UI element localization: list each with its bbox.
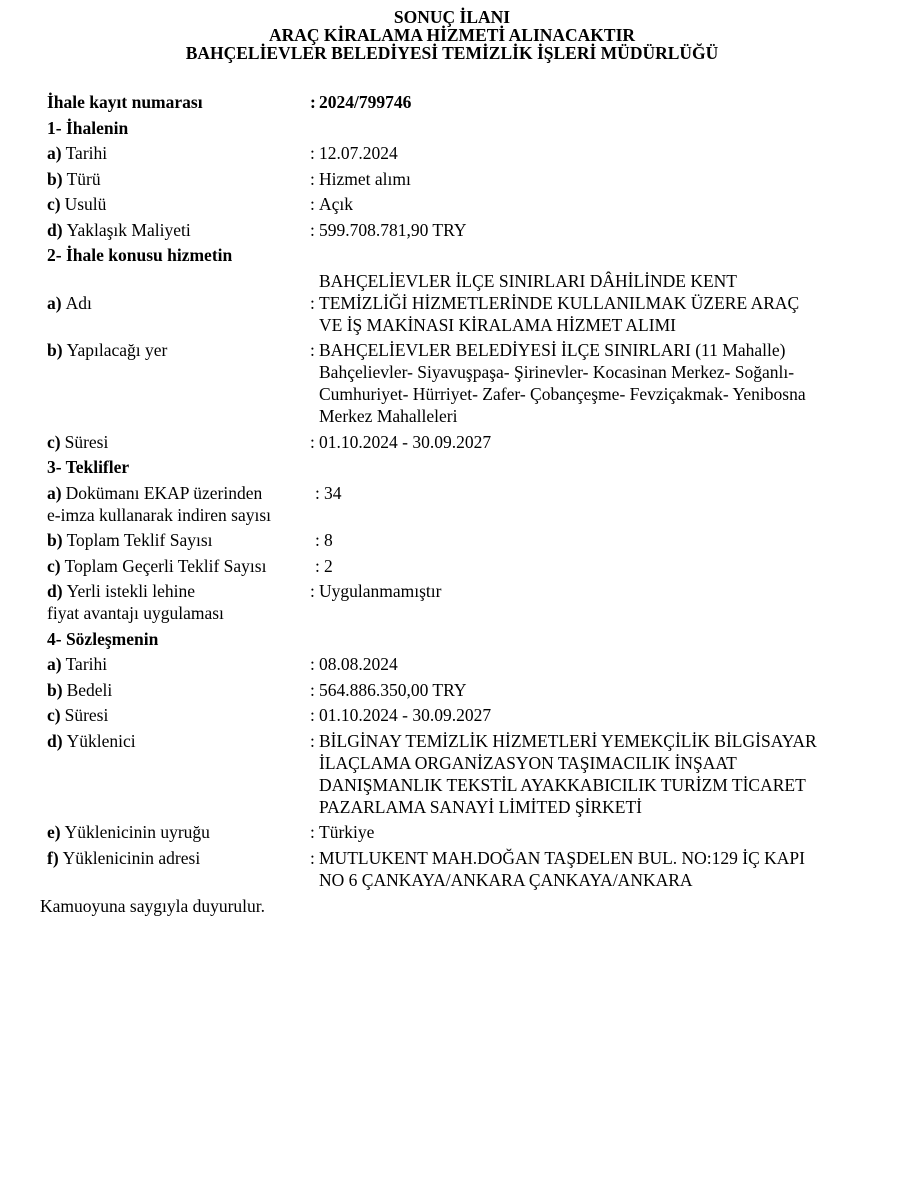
closing-line: Kamuoyuna saygıyla duyurulur. [40,895,266,916]
field-label-text: Yaklaşık Maliyeti [66,219,191,240]
field-value-line [315,555,876,577]
field-label [47,219,310,241]
field-label-prefix: f) [47,847,59,868]
field-value [310,168,876,190]
field-label-line [47,555,310,577]
field-value-text: 08.08.2024 [319,654,398,674]
field-value-line [310,653,876,675]
field-value-line [310,752,876,774]
colon-separator: : [315,482,320,503]
field-label-text: Tarihi [65,143,108,163]
field-label-line [47,653,310,675]
field-label-line [47,168,310,190]
field-label [47,339,310,361]
section-heading: 4- Sözleşmenin [47,628,159,649]
section-heading: 2- İhale konusu hizmetin [47,245,233,265]
field-label-prefix: b) [47,679,63,700]
field-value-line [310,383,876,405]
field-label-text: Toplam Teklif Sayısı [66,530,213,550]
field-label [47,431,310,453]
field-value [310,821,876,843]
field-value-line [310,405,876,427]
field-label-line [47,847,310,869]
field-value-text: DANIŞMANLIK TEKSTİL AYAKKABICILIK TURİZM TİCARET [319,774,806,795]
field-value [310,679,876,701]
field-value-text: 8 [324,530,333,550]
colon-separator: : [310,292,315,313]
field-value [310,847,876,891]
field-value-line [310,704,876,726]
colon-separator: : [310,143,315,163]
field-value-text: Türkiye [319,822,375,842]
field-label-line [47,339,310,361]
colon-separator: : [310,194,315,214]
field-label-line [47,219,310,241]
colon-separator: : [310,168,315,189]
colon-separator: : [310,822,315,842]
field-label-line [47,292,310,314]
colon-separator: : [310,705,315,725]
field-value-line [310,431,876,453]
field-label-line [47,821,310,843]
field-value-line [310,774,876,796]
field-value-text: 34 [324,482,342,503]
field-value [310,270,876,336]
field-label-text: fiyat avantajı uygulaması [47,603,224,623]
field-value-line [315,529,876,551]
field-value-line [310,142,876,164]
field-value-text: 01.10.2024 - 30.09.2027 [319,705,492,725]
field-value-line [310,91,876,113]
field-value [310,555,876,577]
field-value-line [310,821,876,843]
field-value-line [310,292,876,314]
field-row [47,847,876,891]
field-label-prefix: c) [47,194,61,214]
field-label [47,847,310,869]
field-label-line [47,730,310,752]
field-label-line [47,529,310,551]
field-label [47,193,310,215]
field-label-prefix: d) [47,219,63,240]
field-label-prefix: a) [47,654,62,674]
field-row [47,529,876,551]
field-label [47,270,310,314]
colon-separator: : [315,530,320,550]
document-body [47,91,876,891]
field-row [47,193,876,215]
field-label-text: Adı [65,292,92,313]
field-label [47,555,310,577]
field-label-text: Yapılacağı yer [66,340,168,360]
field-label-prefix: d) [47,581,63,601]
field-value-line [310,730,876,752]
field-value [310,482,876,504]
field-label-line [47,504,310,526]
field-row [47,730,876,818]
title-line-2: ARAÇ KİRALAMA HİZMETİ ALINACAKTIR [268,25,636,45]
field-label [47,653,310,675]
field-label-text: Yüklenicinin adresi [62,847,201,868]
field-label-line [47,142,310,164]
field-value-line [310,361,876,383]
field-label-line [47,602,310,624]
field-label-prefix: a) [47,292,62,313]
field-value-text: Merkez Mahalleleri [319,406,458,426]
colon-separator: : [310,219,315,240]
field-value [310,219,876,241]
field-value [310,142,876,164]
field-label-text: Türü [66,168,101,189]
field-label-prefix: c) [47,705,61,725]
field-value-line [310,193,876,215]
field-value-line [310,339,876,361]
field-value [310,704,876,726]
field-value-text: Bahçelievler- Siyavuşpaşa- Şirinevler- Kocasinan Merkez- Soğanlı- [319,362,795,382]
field-value-text: BAHÇELİEVLER İLÇE SINIRLARI DÂHİLİNDE KENT [319,270,737,291]
field-label [47,529,310,551]
field-value-text: Hizmet alımı [319,168,411,189]
field-value-text: Uygulanmamıştır [319,581,442,601]
field-label-line [47,580,310,602]
field-label [47,168,310,190]
field-label [47,482,310,526]
field-label-prefix: c) [47,555,61,576]
field-value-text: 2024/799746 [319,92,412,112]
field-value-text: Cumhuriyet- Hürriyet- Zafer- Çobançeşme- Fevziçakmak- Yenibosna [319,384,806,404]
field-value-text: 599.708.781,90 TRY [319,219,467,240]
colon-separator: : [310,730,315,751]
field-row [47,91,876,113]
field-label-text: Dokümanı EKAP üzerinden [65,482,263,503]
field-value-text: BAHÇELİEVLER BELEDİYESİ İLÇE SINIRLARI (11 Mahalle) [319,340,786,360]
field-label-prefix: e) [47,822,61,842]
field-row [47,339,876,427]
field-label [47,142,310,164]
field-value-line [310,580,876,602]
field-row [47,704,876,726]
field-row [47,142,876,164]
field-row [47,168,876,190]
field-label-line [47,704,310,726]
field-value-line [310,168,876,190]
field-label-text: Süresi [64,705,109,725]
colon-separator: : [310,92,316,112]
field-row [47,821,876,843]
field-value-text: 564.886.350,00 TRY [319,679,467,700]
field-value-text: TEMİZLİĞİ HİZMETLERİNDE KULLANILMAK ÜZERE ARAÇ [319,292,800,313]
field-value-line [310,847,876,869]
field-label-line [47,679,310,701]
field-label-text: Yüklenicinin uyruğu [64,822,210,842]
field-value-text: VE İŞ MAKİNASI KİRALAMA HİZMET ALIMI [319,314,676,335]
field-label-text: Yüklenici [66,730,136,751]
field-value-line [310,314,876,336]
field-value-text: 01.10.2024 - 30.09.2027 [319,431,492,452]
field-row [47,679,876,701]
field-label-prefix: c) [47,431,61,452]
document-header [0,0,904,62]
section-heading: 3- Teklifler [47,457,130,477]
field-value-line [315,482,876,504]
field-label [47,730,310,752]
colon-separator: : [310,679,315,700]
field-label [47,821,310,843]
field-value-line [310,679,876,701]
section-heading: 1- İhalenin [47,117,129,138]
field-value-line [310,869,876,891]
field-value [310,653,876,675]
field-value [310,431,876,453]
field-label-text: Tarihi [65,654,108,674]
field-row [47,555,876,577]
field-value-line [310,270,876,292]
field-label-line [47,91,310,113]
field-value-text: PAZARLAMA SANAYİ LİMİTED ŞİRKETİ [319,796,642,817]
colon-separator: : [315,555,320,576]
field-value-text: BİLGİNAY TEMİZLİK HİZMETLERİ YEMEKÇİLİK BİLGİSAYAR [319,730,817,751]
field-label-prefix: b) [47,530,63,550]
colon-separator: : [310,581,315,601]
colon-separator: : [310,847,315,868]
field-label-prefix: d) [47,730,63,751]
field-label-text: İhale kayıt numarası [47,92,203,112]
field-label-line [47,193,310,215]
field-label-text: Süresi [64,431,109,452]
field-label-text: e-imza kullanarak indiren sayısı [47,504,272,525]
field-label-prefix: b) [47,168,63,189]
field-label-line [47,482,310,504]
field-value-text: 12.07.2024 [319,143,398,163]
field-value-line [310,796,876,818]
field-value [310,580,876,602]
field-value [310,730,876,818]
field-row [47,219,876,241]
field-label-line [47,431,310,453]
field-row [47,431,876,453]
title-line-3: BAHÇELİEVLER BELEDİYESİ TEMİZLİK İŞLERİ MÜDÜRLÜĞÜ [185,43,719,63]
field-label-text: Toplam Geçerli Teklif Sayısı [64,555,267,576]
field-value-text: NO 6 ÇANKAYA/ANKARA ÇANKAYA/ANKARA [319,869,693,890]
colon-separator: : [310,654,315,674]
field-value [310,529,876,551]
field-value-line [310,219,876,241]
field-label-text: Usulü [64,194,107,214]
field-value-text: 2 [324,555,333,576]
colon-separator: : [310,340,315,360]
field-label-prefix: a) [47,482,62,503]
colon-separator: : [310,431,315,452]
field-label-prefix: b) [47,340,63,360]
field-value [310,91,876,113]
field-label [47,91,310,113]
field-label-text: Bedeli [66,679,113,700]
field-row [47,653,876,675]
field-row [47,270,876,336]
field-row [47,580,876,624]
field-label [47,580,310,624]
field-label-text: Yerli istekli lehine [66,581,196,601]
field-value-text: MUTLUKENT MAH.DOĞAN TAŞDELEN BUL. NO:129 İÇ KAPI [319,847,805,868]
field-value [310,193,876,215]
field-value-text: Açık [319,194,354,214]
field-value-text: İLAÇLAMA ORGANİZASYON TAŞIMACILIK İNŞAAT [319,752,737,773]
field-label [47,704,310,726]
field-label-prefix: a) [47,143,62,163]
title-line-1: SONUÇ İLANI [393,7,511,27]
field-label [47,679,310,701]
field-value [310,339,876,427]
field-row [47,482,876,526]
